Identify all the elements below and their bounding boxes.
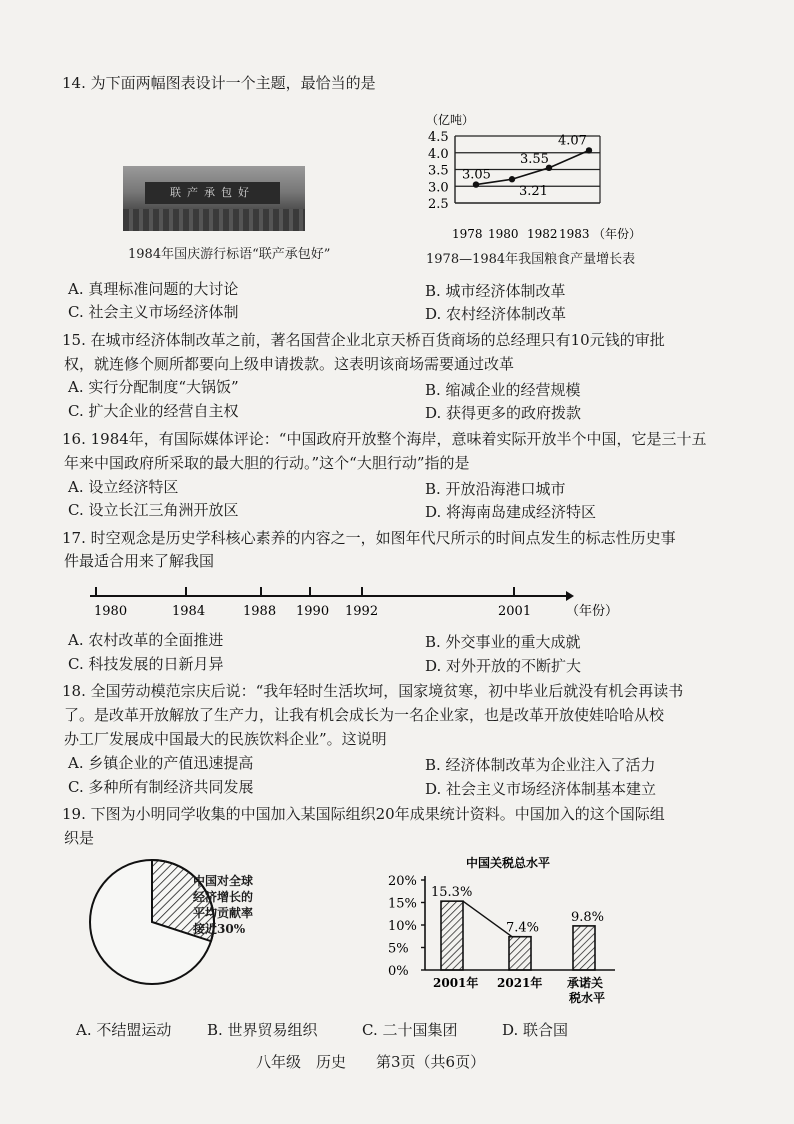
q14-option-a[interactable]: A. 真理标准问题的大讨论 xyxy=(68,280,239,298)
timeline-year: 1988 xyxy=(243,604,277,619)
q18-stem-line3: 办工厂发展成中国最大的民族饮料企业”。这说明 xyxy=(64,730,387,748)
q15-option-a[interactable]: A. 实行分配制度“大锅饭” xyxy=(68,378,239,396)
q14-option-d[interactable]: D. 农村经济体制改革 xyxy=(425,305,567,323)
q15-stem-line2: 权，就连修个厕所都要向上级申请拨款。这表明该商场需要通过改革 xyxy=(64,355,515,373)
bar-value-label: 9.8% xyxy=(571,909,605,925)
tariff-bar xyxy=(573,926,595,970)
q18-option-b[interactable]: B. 经济体制改革为企业注入了活力 xyxy=(425,756,656,774)
q15-option-d[interactable]: D. 获得更多的政府拨款 xyxy=(425,404,582,422)
bar-value-label: 15.3% xyxy=(431,885,473,901)
q14-photo-caption: 1984年国庆游行标语“联产承包好” xyxy=(128,247,331,262)
tariff-bar xyxy=(509,937,531,970)
q17-option-a[interactable]: A. 农村改革的全面推进 xyxy=(68,631,224,649)
q18-option-d[interactable]: D. 社会主义市场经济体制基本建立 xyxy=(425,780,657,798)
data-label: 3.21 xyxy=(519,184,548,200)
q16-stem-line1: 16. 1984年，有国际媒体评论：“中国政府开放整个海岸，意味着实际开放半个中国，它是三十五 xyxy=(62,430,707,448)
timeline-year: 1992 xyxy=(345,604,379,619)
y-tick-label: 0% xyxy=(388,964,409,979)
x-tick-label: 1980 xyxy=(488,227,519,241)
q16-option-d[interactable]: D. 将海南岛建成经济特区 xyxy=(425,503,597,521)
x-tick-label: 2021年 xyxy=(497,976,543,990)
pie-label-line: 平均贡献率 xyxy=(193,906,254,920)
y-tick-label: 10% xyxy=(388,919,417,934)
x-tick-label: 1978 xyxy=(452,227,483,241)
photo-banner-text: 联产承包好 xyxy=(145,182,280,204)
q19-stem-line2: 织是 xyxy=(64,829,95,847)
q14-stem: 14. 为下面两幅图表设计一个主题，最恰当的是 xyxy=(62,74,376,92)
x-tick-label: 承诺关 xyxy=(567,976,604,990)
timeline-year: 1984 xyxy=(172,604,206,619)
q19-option-d[interactable]: D. 联合国 xyxy=(502,1021,569,1039)
x-tick-label: 1983 xyxy=(559,227,590,241)
data-label: 4.07 xyxy=(558,133,587,149)
y-tick-label: 20% xyxy=(388,874,417,889)
q15-stem-line1: 15. 在城市经济体制改革之前，著名国营企业北京天桥百货商场的总经理只有10元钱的审批 xyxy=(62,331,665,349)
q14-option-b[interactable]: B. 城市经济体制改革 xyxy=(425,282,566,300)
pie-label-line: 经济增长的 xyxy=(193,890,254,904)
tariff-bar xyxy=(441,901,463,970)
q19-option-a[interactable]: A. 不结盟运动 xyxy=(76,1021,172,1039)
bar-value-label: 7.4% xyxy=(506,920,540,936)
q14-option-c[interactable]: C. 社会主义市场经济体制 xyxy=(68,303,239,321)
q17-option-d[interactable]: D. 对外开放的不断扩大 xyxy=(425,657,582,675)
q16-option-c[interactable]: C. 设立长江三角洲开放区 xyxy=(68,501,239,519)
page-footer: 八年级 历史 第3页（共6页） xyxy=(256,1053,486,1071)
q19-stem-line1: 19. 下图为小明同学收集的中国加入某国际组织20年成果统计资料。中国加入的这个国际组 xyxy=(62,805,665,823)
x-axis-unit: （年份） xyxy=(593,227,642,241)
q17-option-b[interactable]: B. 外交事业的重大成就 xyxy=(425,633,581,651)
q16-option-a[interactable]: A. 设立经济特区 xyxy=(68,478,179,496)
q18-stem-line2: 了。是改革开放解放了生产力，让我有机会成长为一名企业家，也是改革开放使娃哈哈从校 xyxy=(64,706,665,724)
q16-stem-line2: 年来中国政府所采取的最大胆的行动。”这个“大胆行动”指的是 xyxy=(64,454,470,472)
timeline-year: 2001 xyxy=(498,604,532,619)
timeline-year: 1990 xyxy=(296,604,330,619)
y-tick-label: 4.0 xyxy=(428,146,449,162)
q17-option-c[interactable]: C. 科技发展的日新月异 xyxy=(68,655,224,673)
q18-option-c[interactable]: C. 多种所有制经济共同发展 xyxy=(68,778,254,796)
y-tick-label: 15% xyxy=(388,896,417,912)
data-label: 3.55 xyxy=(520,151,549,167)
q17-stem-line1: 17. 时空观念是历史学科核心素养的内容之一，如图年代尺所示的时间点发生的标志性历史事 xyxy=(62,529,676,547)
timeline-year: 1980 xyxy=(94,604,128,619)
q17-stem-line2: 件最适合用来了解我国 xyxy=(64,552,215,570)
data-label: 3.05 xyxy=(462,167,491,183)
q15-option-c[interactable]: C. 扩大企业的经营自主权 xyxy=(68,402,239,420)
y-tick-label: 3.0 xyxy=(428,180,449,196)
timeline-unit: （年份） xyxy=(566,604,619,619)
bar-chart-title: 中国关税总水平 xyxy=(466,856,551,870)
x-tick-label: 税水平 xyxy=(569,991,606,1005)
x-tick-label: 1982 xyxy=(527,227,558,241)
q18-option-a[interactable]: A. 乡镇企业的产值迅速提高 xyxy=(68,754,254,772)
x-tick-label: 2001年 xyxy=(433,976,479,990)
y-tick-label: 2.5 xyxy=(428,197,449,212)
trend-line xyxy=(463,901,512,937)
q16-option-b[interactable]: B. 开放沿海港口城市 xyxy=(425,480,566,498)
q19-option-c[interactable]: C. 二十国集团 xyxy=(362,1021,458,1039)
q18-stem-line1: 18. 全国劳动模范宗庆后说：“我年轻时生活坎坷，国家境贫寒，初中毕业后就没有机会再读书 xyxy=(62,682,684,700)
y-tick-label: 5% xyxy=(388,941,409,957)
pie-label-line: 接近30% xyxy=(193,922,246,936)
q14-chart-caption: 1978—1984年我国粮食产量增长表 xyxy=(426,252,636,267)
q15-option-b[interactable]: B. 缩减企业的经营规模 xyxy=(425,381,581,399)
y-tick-label: 4.5 xyxy=(428,130,449,145)
y-tick-label: 3.5 xyxy=(428,163,449,179)
pie-label-line: 中国对全球 xyxy=(193,874,254,888)
q19-option-b[interactable]: B. 世界贸易组织 xyxy=(207,1021,318,1039)
y-axis-unit: （亿吨） xyxy=(426,113,475,127)
